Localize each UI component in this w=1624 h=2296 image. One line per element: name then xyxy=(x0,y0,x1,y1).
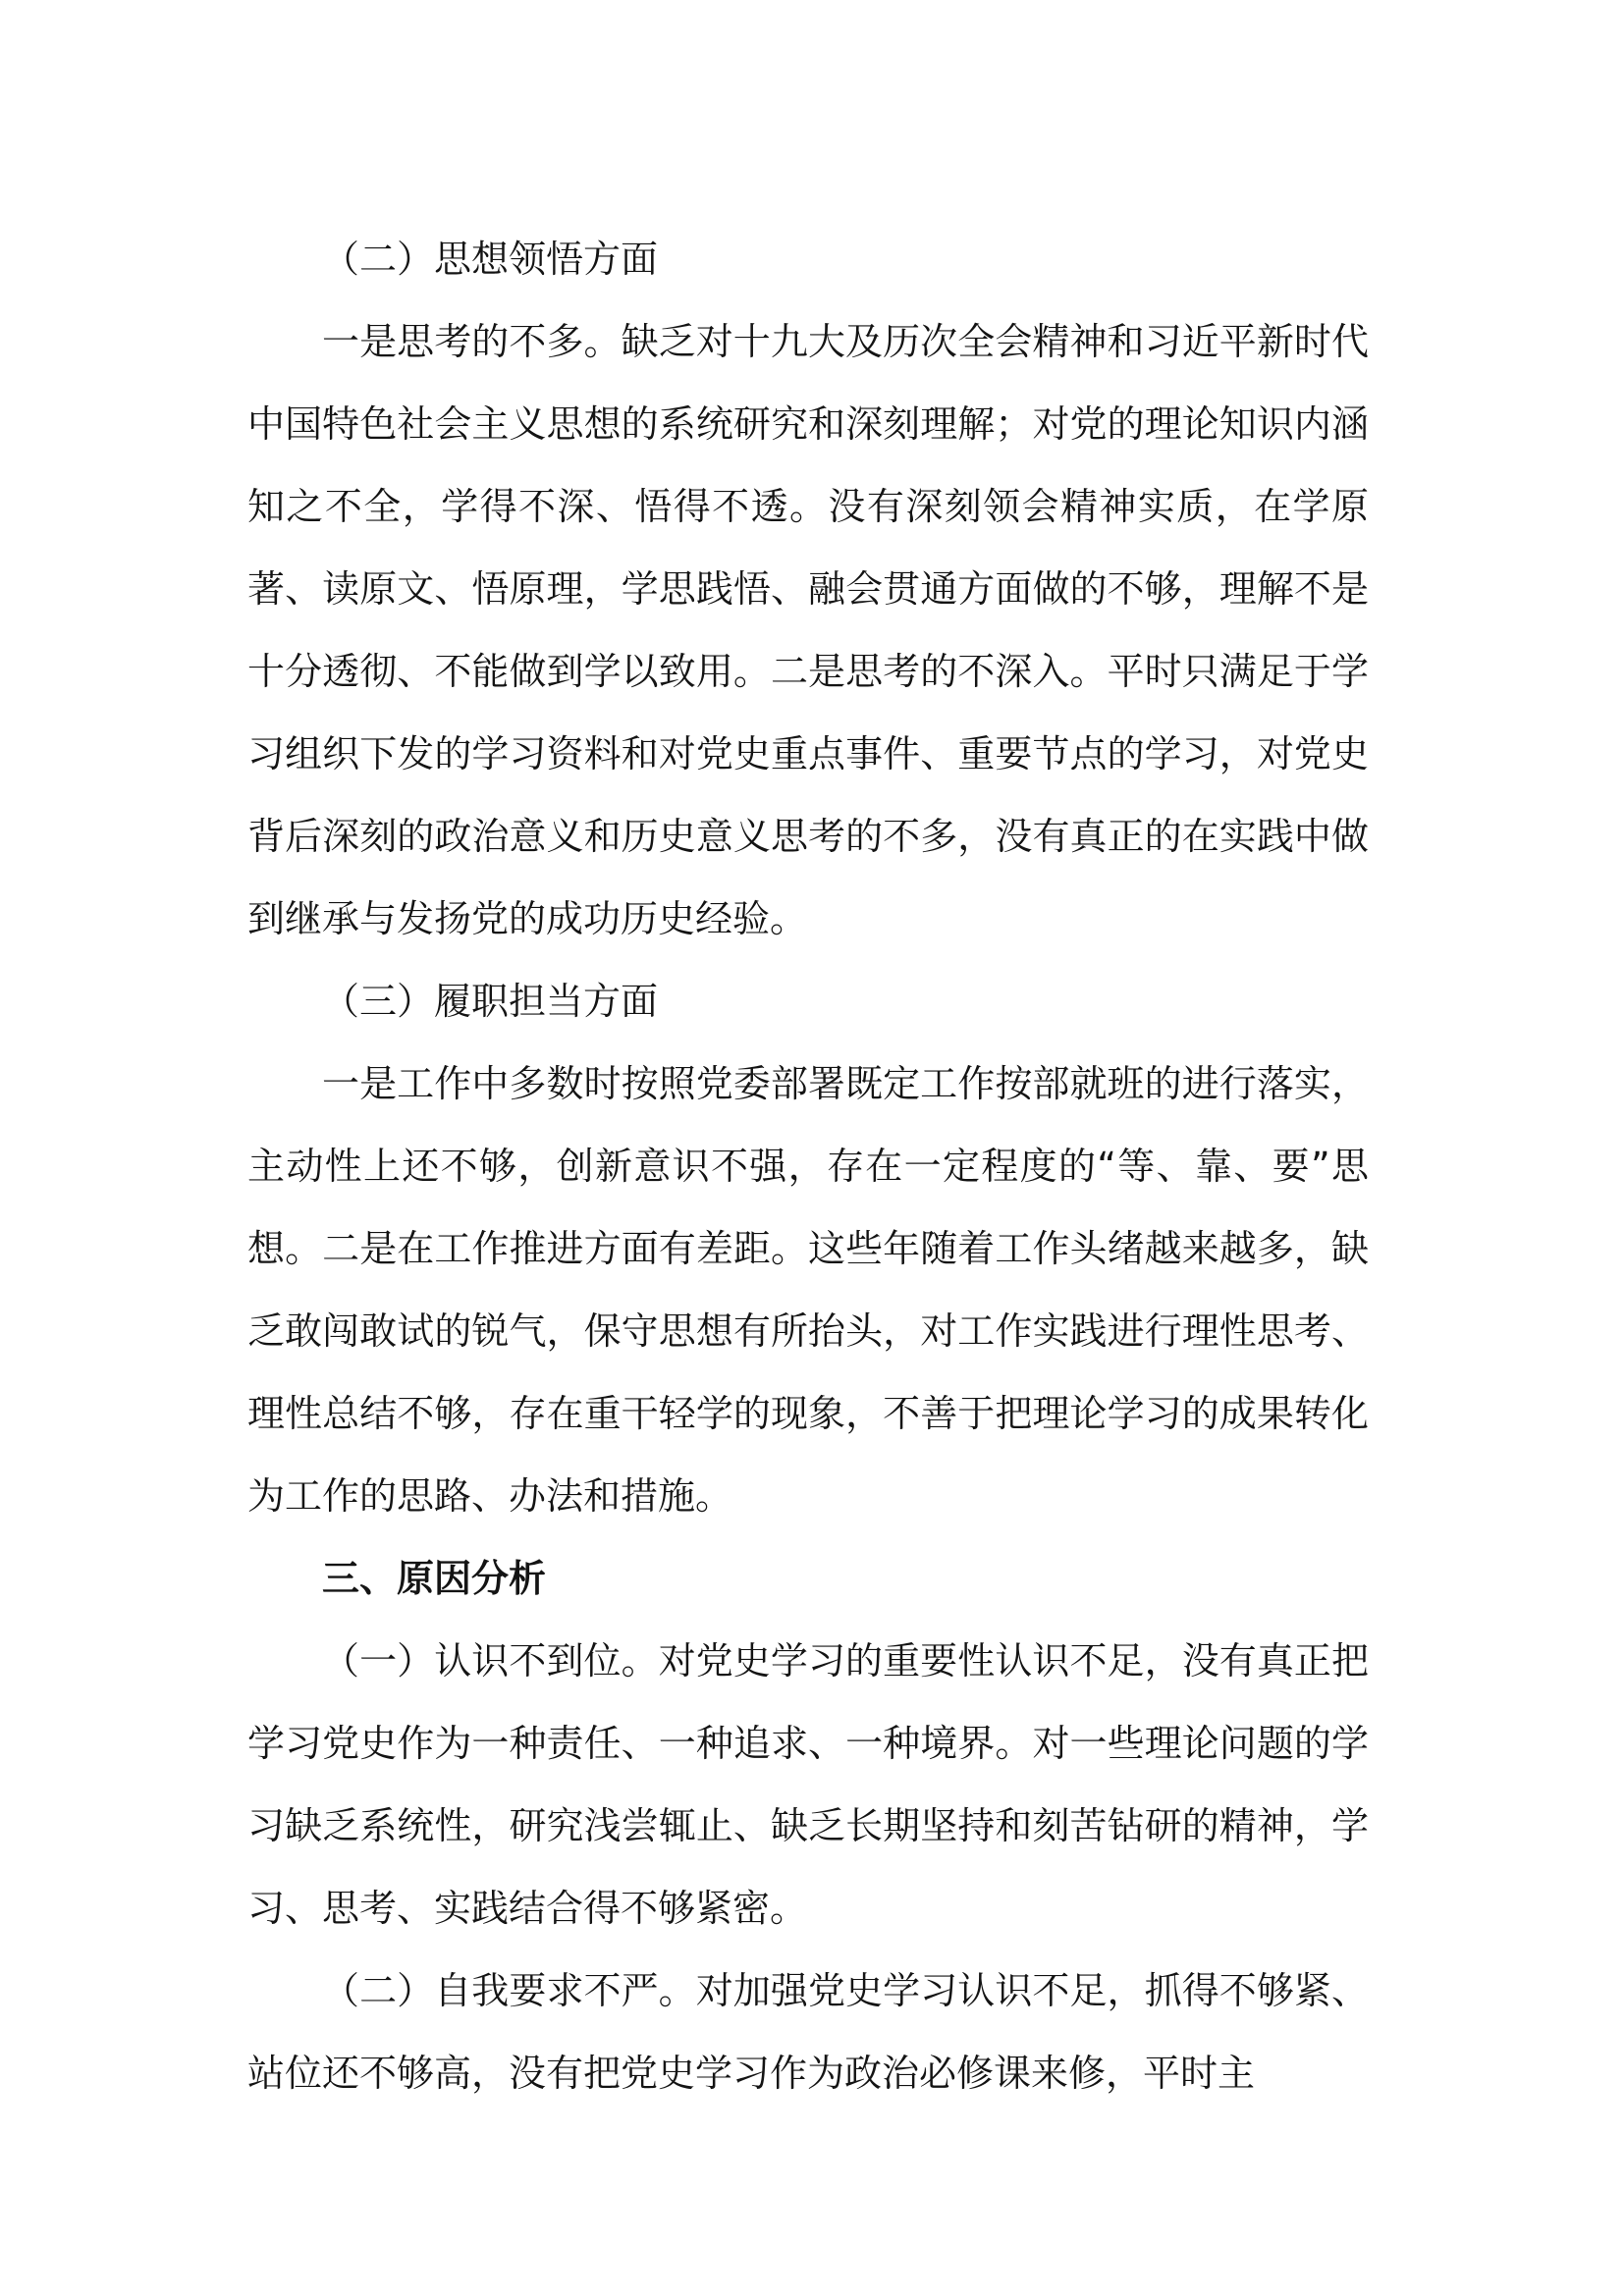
paragraph-thought: 一是思考的不多。缺乏对十九大及历次全会精神和习近平新时代中国特色社会主义思想的系统研究和深刻理解；对党的理论知识内涵知之不全，学得不深、悟得不透。没有深刻领会精神实质，在学原著、读原文、悟原理，学思践悟、融会贯通方面做的不够，理解不是十分透彻、不能做到学以致用。二是思考的不深入。平时只满足于学习组织下发的学习资料和对党史重点事件、重要节点的学习，对党史背后深刻的政治意义和历史意义思考的不多，没有真正的在实践中做到继承与发扬党的成功历史经验。 xyxy=(247,320,1369,940)
paragraph-cause-two: （二）自我要求不严。对加强党史学习认识不足，抓得不够紧、站位还不够高，没有把党史学习作为政治必修课来修，平时主 xyxy=(247,1969,1369,2095)
section-heading-cause-analysis: 三、原因分析 xyxy=(322,1557,547,1600)
section-heading-duty: （三）履职担当方面 xyxy=(322,980,659,1023)
paragraph-cause-one: （一）认识不到位。对党史学习的重要性认识不足，没有真正把学习党史作为一种责任、一种追求、一种境界。对一些理论问题的学习缺乏系统性，研究浅尝辄止、缺乏长期坚持和刻苦钻研的精神，学习、思考、实践结合得不够紧密。 xyxy=(247,1639,1369,1930)
document-body xyxy=(247,218,1369,2114)
paragraph-duty: 一是工作中多数时按照党委部署既定工作按部就班的进行落实，主动性上还不够，创新意识不强，存在一定程度的“等、靠、要”思想。二是在工作推进方面有差距。这些年随着工作头绪越来越多，缺乏敢闯敢试的锐气，保守思想有所抬头，对工作实践进行理性思考、理性总结不够，存在重干轻学的现象，不善于把理论学习的成果转化为工作的思路、办法和措施。 xyxy=(247,1062,1369,1518)
section-heading-thought: （二）思想领悟方面 xyxy=(322,238,659,281)
